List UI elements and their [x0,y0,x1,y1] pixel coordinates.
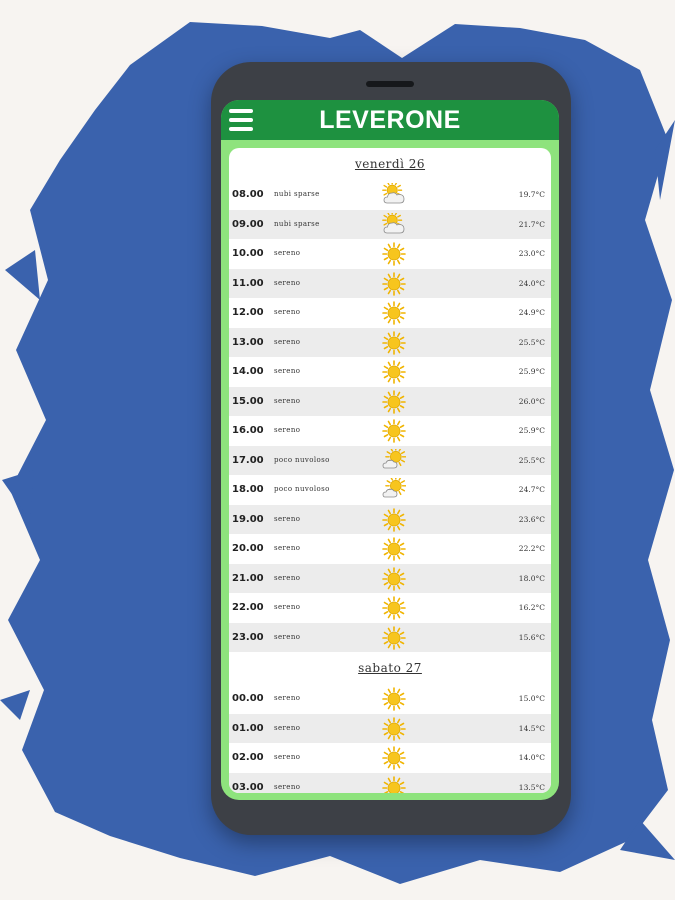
temperature-label: 16.2°C [518,603,545,612]
hour-label: 21.00 [232,572,264,584]
temperature-label: 18.0°C [518,573,545,583]
condition-label: nubi sparse [274,219,320,228]
sun-icon [382,301,406,325]
sun-icon [382,272,406,296]
hour-label: 15.00 [232,395,264,407]
forecast-row[interactable] [229,357,551,387]
cloudy-sun-icon [382,183,406,207]
phone-screen [221,100,559,800]
sun-icon [382,508,406,532]
hour-label: 18.00 [232,484,264,495]
condition-label: sereno [274,632,301,641]
hour-label: 13.00 [232,336,264,348]
sun-icon [382,746,406,770]
hour-label: 08.00 [232,189,264,200]
temperature-label: 24.0°C [518,278,545,288]
temperature-label: 24.9°C [518,308,545,317]
day-header: venerdì 26 [354,157,426,171]
phone-speaker [366,81,414,87]
hour-label: 17.00 [232,454,264,466]
temperature-label: 15.6°C [518,632,545,642]
hour-label: 10.00 [232,248,264,259]
sun-icon [382,596,406,620]
condition-label: sereno [274,782,301,791]
condition-label: poco nuvoloso [274,485,330,493]
condition-label: poco nuvoloso [274,455,330,464]
condition-label: sereno [274,426,301,434]
condition-label: sereno [274,249,301,257]
forecast-row[interactable] [229,239,551,269]
sun-icon [382,537,406,561]
forecast-row[interactable] [229,210,551,240]
forecast-row[interactable] [229,623,551,653]
forecast-row[interactable] [229,269,551,299]
condition-label: sereno [274,753,301,761]
partly-cloudy-icon [382,478,406,502]
hour-label: 09.00 [232,218,264,230]
sun-icon [382,242,406,266]
hour-label: 16.00 [232,425,264,436]
forecast-row[interactable] [229,387,551,417]
sun-icon [382,776,406,794]
condition-label: sereno [274,603,301,611]
condition-label: sereno [274,367,301,375]
temperature-label: 14.5°C [518,723,545,733]
hour-label: 02.00 [232,752,264,763]
temperature-label: 13.5°C [518,782,545,792]
app-header [221,100,559,140]
hour-label: 20.00 [232,543,264,554]
sun-icon [382,567,406,591]
hour-label: 22.00 [232,602,264,613]
hour-label: 00.00 [232,693,264,704]
forecast-row[interactable] [229,593,551,623]
forecast-row[interactable] [229,328,551,358]
temperature-label: 14.0°C [518,753,545,762]
temperature-label: 24.7°C [518,485,545,494]
hour-label: 03.00 [232,781,264,793]
condition-label: sereno [274,278,301,287]
temperature-label: 22.2°C [518,544,545,553]
hour-label: 14.00 [232,366,264,377]
hour-label: 11.00 [232,277,264,289]
hour-label: 19.00 [232,513,264,525]
phone-frame [211,62,571,835]
forecast-row[interactable] [229,298,551,328]
hour-label: 01.00 [232,722,264,734]
temperature-label: 19.7°C [518,190,545,199]
temperature-label: 23.6°C [518,514,545,524]
partly-cloudy-icon [382,449,406,473]
sun-icon [382,626,406,650]
sun-icon [382,331,406,355]
day-header: sabato 27 [358,661,422,675]
forecast-row[interactable] [229,773,551,794]
forecast-list[interactable] [229,148,551,793]
location-title: LEVERONE [319,106,461,134]
temperature-label: 23.0°C [518,249,545,258]
condition-label: sereno [274,396,301,405]
condition-label: sereno [274,514,301,523]
forecast-row[interactable] [229,714,551,744]
sun-icon [382,717,406,741]
condition-label: nubi sparse [274,190,320,198]
forecast-row[interactable] [229,446,551,476]
temperature-label: 25.5°C [518,337,545,347]
forecast-row[interactable] [229,180,551,210]
temperature-label: 26.0°C [518,396,545,406]
hour-label: 23.00 [232,631,264,643]
condition-label: sereno [274,723,301,732]
sun-icon [382,419,406,443]
sun-icon [382,687,406,711]
sun-icon [382,390,406,414]
condition-label: sereno [274,694,301,702]
forecast-row[interactable] [229,534,551,564]
forecast-row[interactable] [229,564,551,594]
temperature-label: 15.0°C [518,694,545,703]
temperature-label: 25.9°C [518,426,545,435]
temperature-label: 25.5°C [518,455,545,465]
condition-label: sereno [274,337,301,346]
temperature-label: 25.9°C [518,367,545,376]
condition-label: sereno [274,544,301,552]
sun-icon [382,360,406,384]
hour-label: 12.00 [232,307,264,318]
forecast-row[interactable] [229,684,551,714]
temperature-label: 21.7°C [518,219,545,229]
forecast-row[interactable] [229,416,551,446]
condition-label: sereno [274,308,301,316]
forecast-row[interactable] [229,475,551,505]
cloudy-sun-icon [382,213,406,237]
forecast-row[interactable] [229,743,551,773]
forecast-row[interactable] [229,505,551,535]
condition-label: sereno [274,573,301,582]
